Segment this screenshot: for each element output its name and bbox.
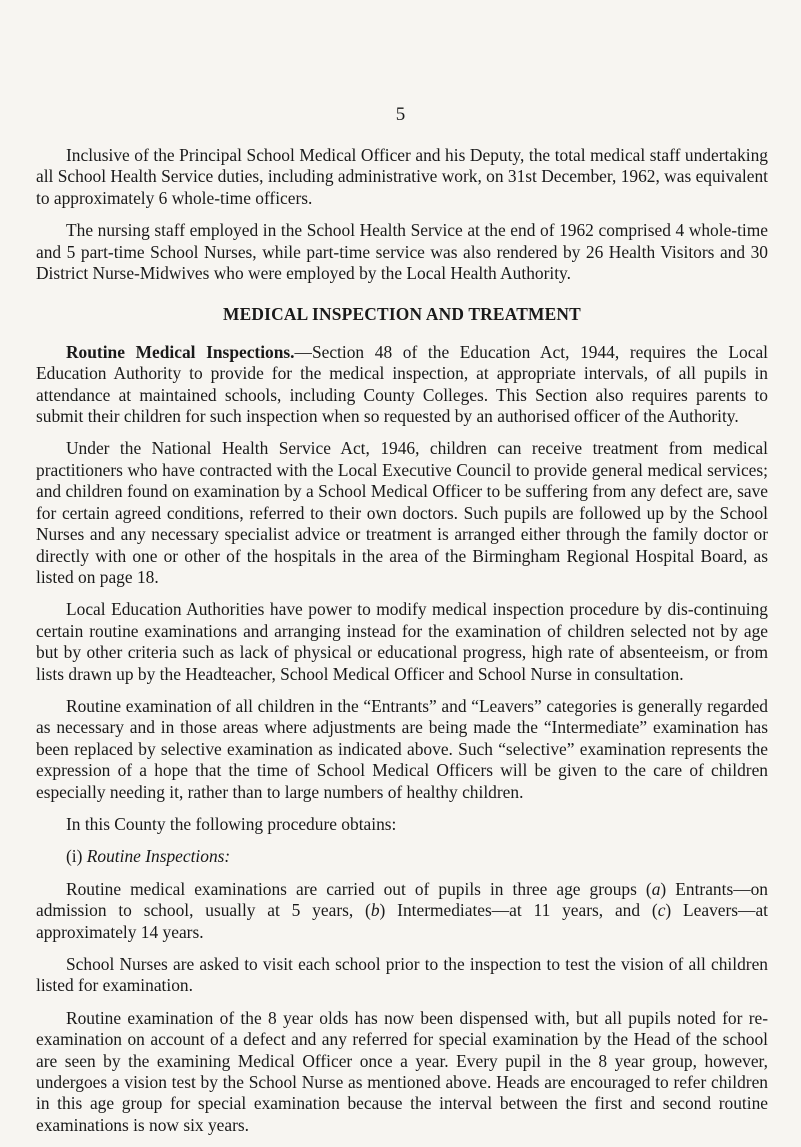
paragraph-routine-medical-inspections [36,342,768,428]
paragraph-medical-staff: Inclusive of the Principal School Medical Officer and his Deputy, the total medical staff undertaking all School Health Service duties, including administrative work, on 31st December, 1962, was equivalent to approximately 6 whole-time officers. [36,145,768,208]
sub-heading-number: (i) [66,846,87,867]
age-group-a-letter: a [651,878,661,899]
sub-heading-title: Routine Inspections: [86,846,231,867]
paragraph-vision-test: School Nurses are asked to visit each school prior to the inspection to test the vision of all children listed for examination. [36,954,768,996]
age-group-c-letter: c [657,900,666,921]
age-group-c-text: ) Leavers—at approximately 14 years. [36,900,769,942]
age-group-b-text: ) Intermediates—at 11 years, and ( [379,900,658,921]
routine-inspections-lead: Routine Medical Inspections. [66,341,295,362]
paragraph-county-procedure: In this County the following procedure obtains: [66,813,397,834]
page-number: 5 [395,104,406,125]
paragraph-nhs-act: Under the National Health Service Act, 1946, children can receive treatment from medical practitioners who have contracted with the Local Executive Council to provide general medical services; and children found on examination by a School Medical Officer to be suffering from any defect are, save for certain agreed conditions, referred to their own doctors. Such pupils are followed up by the School Nurses and any necessary specialist advice or treatment is arranged either through the family doctor or directly with one or other of the hospitals in the area of the Birmingham Regional Hospital Board, as listed on page 18. [36,438,768,587]
sub-heading-routine-inspections [36,846,768,867]
age-group-a-text: ) Entrants—on admission to school, usually at 5 years, ( [36,878,768,921]
paragraph-eight-year-olds: Routine examination of the 8 year olds has now been dispensed with, but all pupils noted for re-examination on account of a defect and any referred for special examination by the Head of the school are seen by the examining Medical Officer once a year. Every pupil in the 8 year group, however, undergoes a vision test by the School Nurse as mentioned above. Heads are encouraged to refer children in this age group for special examination because the interval between the first and second routine examinations is now six years. [36,1007,768,1135]
section-heading: MEDICAL INSPECTION AND TREATMENT [223,304,581,325]
paragraph-entrants-leavers: Routine examination of all children in the “Entrants” and “Leavers” categories is generally regarded as necessary and in those areas where adjustments are being made the “Intermediate” examination has been replaced by selective examination as indicated above. Such “selective” examination represents the expression of a hope that the time of School Medical Officers will be given to the care of children especially needing it, rather than to large numbers of healthy children. [36,695,768,802]
age-group-b-letter: b [370,900,380,921]
paragraph-nursing-staff: The nursing staff employed in the School Health Service at the end of 1962 comprised 4 whole-time and 5 part-time School Nurses, while part-time service was also rendered by 26 Health Visitors and 30 District Nurse-Midwives who were employed by the Local Health Authority. [36,220,768,284]
paragraph-local-education-authorities: Local Education Authorities have power to modify medical inspection procedure by dis-continuing certain routine examinations and arranging instead for the examination of children selected not by age but by other criteria such as lack of physical or educational progress, high rate of absenteeism, or from lists drawn up by the Headteacher, School Medical Officer and School Nurse in consultation. [36,599,768,684]
paragraph-age-groups [36,879,768,943]
routine-inspections-text: —Section 48 of the Education Act, 1944, requires the Local Education Authority to provide for the medical inspection, at appropriate intervals, of all pupils in attendance at maintained schools, including County Colleges. This Section also requires parents to submit their children for such inspection when so requested by an authorised officer of the Authority. [36,341,768,427]
document-body [36,145,768,1147]
age-groups-intro: Routine medical examinations are carried out of pupils in three age groups ( [66,878,652,899]
